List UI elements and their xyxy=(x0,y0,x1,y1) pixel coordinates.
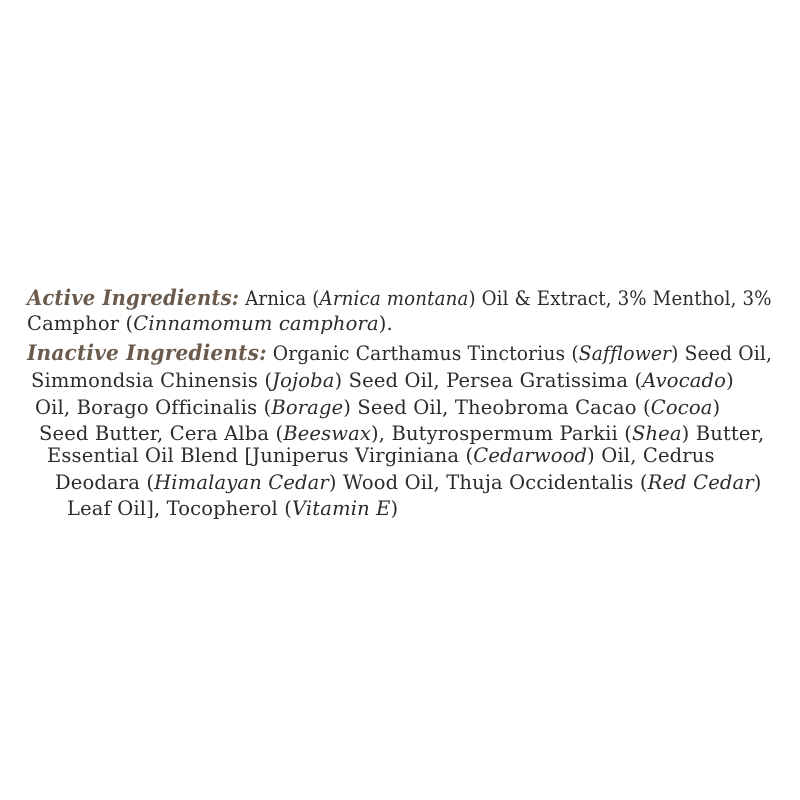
inactive-common-name: Red Cedar xyxy=(647,471,754,494)
inactive-text: Seed Butter, Cera Alba ( xyxy=(39,422,284,445)
inactive-common-name: Borage xyxy=(271,396,344,419)
inactive-common-name: Beeswax xyxy=(283,422,372,445)
active-text: ) Oil & Extract, 3% Menthol, 3% xyxy=(468,287,772,310)
active-ingredients-line-1 xyxy=(27,285,772,312)
inactive-text: Oil, Borago Officinalis ( xyxy=(35,396,272,419)
inactive-ingredients-line-2 xyxy=(31,368,734,394)
inactive-text: ), Butyrospermum Parkii ( xyxy=(371,422,632,445)
inactive-ingredients-line-3 xyxy=(35,395,720,421)
inactive-text: Simmondsia Chinensis ( xyxy=(31,369,273,392)
inactive-common-name: Safflower xyxy=(578,342,672,365)
inactive-text: Organic Carthamus Tinctorius ( xyxy=(266,342,579,365)
active-latin-name: Cinnamomum camphora xyxy=(133,312,379,335)
inactive-common-name: Jojoba xyxy=(272,369,335,392)
active-latin-name: Arnica montana xyxy=(319,287,469,310)
inactive-text: ) Wood Oil, Thuja Occidentalis ( xyxy=(328,471,648,494)
inactive-ingredients-heading: Inactive Ingredients: xyxy=(27,340,267,365)
inactive-text: ) xyxy=(390,497,399,520)
active-ingredients-heading: Active Ingredients: xyxy=(27,285,240,310)
inactive-common-name: Himalayan Cedar xyxy=(154,471,329,494)
inactive-text: Essential Oil Blend [Juniperus Virginiana ( xyxy=(47,444,474,467)
inactive-ingredients-line-5 xyxy=(47,443,715,469)
inactive-text: Deodara ( xyxy=(55,471,155,494)
inactive-text: Leaf Oil], Tocopherol ( xyxy=(67,497,293,520)
inactive-common-name: Avocado xyxy=(642,369,727,392)
inactive-ingredients-line-7 xyxy=(67,496,398,522)
inactive-text: ) xyxy=(712,396,721,419)
inactive-text: ) xyxy=(753,471,762,494)
active-text: Camphor ( xyxy=(27,312,134,335)
active-text: Arnica ( xyxy=(239,287,320,310)
inactive-ingredients-line-6 xyxy=(55,470,762,496)
inactive-text: ) Seed Oil, xyxy=(671,342,773,365)
inactive-text: ) Oil, Cedrus xyxy=(587,444,715,467)
inactive-common-name: Shea xyxy=(631,422,682,445)
inactive-common-name: Vitamin E xyxy=(292,497,391,520)
active-ingredients-line-2 xyxy=(27,311,393,337)
inactive-text: ) Seed Oil, Theobroma Cacao ( xyxy=(343,396,651,419)
inactive-text: ) xyxy=(726,369,734,392)
active-text: ). xyxy=(378,312,393,335)
inactive-text: ) Butter, xyxy=(681,422,765,445)
inactive-common-name: Cocoa xyxy=(650,396,713,419)
inactive-text: ) Seed Oil, Persea Gratissima ( xyxy=(334,369,643,392)
inactive-common-name: Cedarwood xyxy=(473,444,588,467)
inactive-ingredients-line-1 xyxy=(27,340,772,367)
